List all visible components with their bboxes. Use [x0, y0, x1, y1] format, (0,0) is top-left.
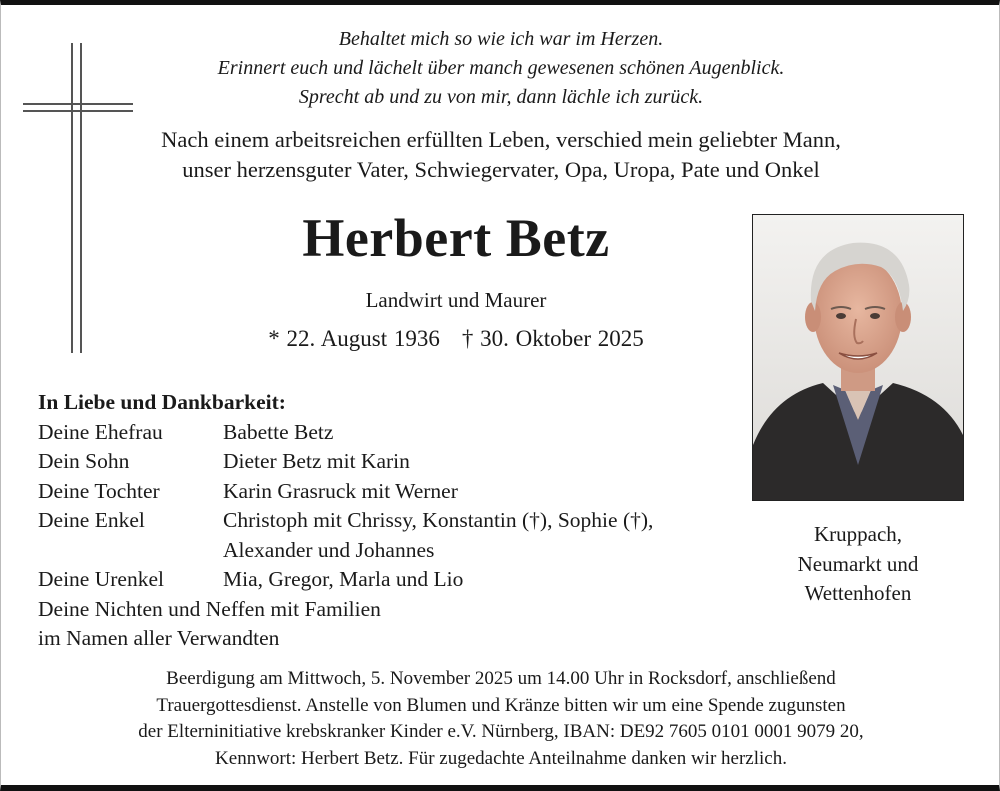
mourner-names: Christoph mit Chrissy, Konstantin (†), Sophie (†), [223, 508, 654, 532]
mourner-row [38, 447, 748, 477]
deceased-name: Herbert Betz [302, 208, 610, 268]
mourner-row [38, 536, 748, 566]
mourner-names: Babette Betz [223, 419, 334, 444]
life-dates [156, 324, 756, 354]
intro-text [61, 125, 941, 185]
mourner-relation: Deine Urenkel [38, 567, 164, 591]
poem [101, 25, 901, 112]
mourner-row [38, 477, 748, 507]
mourner-relation: Deine Enkel [38, 508, 145, 532]
mourners-extra-line: Deine Nichten und Neffen mit Familien [38, 596, 381, 621]
birth-date: * 22. August 1936 [268, 326, 440, 351]
mourners-list [38, 388, 748, 654]
location [752, 520, 964, 609]
funeral-line: Kennwort: Herbert Betz. Für zugedachte Anteilnahme danken wir herzlich. [215, 747, 787, 769]
poem-line: Erinnert euch und lächelt über manch gewesenen schönen Augenblick. [217, 57, 785, 79]
location-line: Kruppach, [813, 522, 903, 546]
mourner-relation: Deine Tochter [38, 478, 160, 503]
location-line: Neumarkt und [797, 551, 919, 576]
funeral-line: Beerdigung am Mittwoch, 5. November 2025 um 14.00 Uhr in Rocksdorf, anschließend [166, 668, 836, 689]
mourners-extra-line: im Namen aller Verwandten [38, 626, 280, 650]
mourner-relation: Dein Sohn [38, 449, 130, 473]
mourner-names: Alexander und Johannes [223, 537, 435, 562]
portrait-photo-icon [753, 215, 963, 500]
death-date: † 30. Oktober 2025 [461, 326, 644, 351]
poem-line: Behaltet mich so wie ich war im Herzen. [338, 28, 664, 50]
mourner-relation: Deine Ehefrau [38, 419, 163, 444]
poem-line: Sprecht ab und zu von mir, dann lächle ich zurück. [298, 86, 704, 108]
mourner-row [38, 418, 748, 448]
mourner-relation [38, 536, 223, 566]
funeral-line: der Elterninitiative krebskranker Kinder e.V. Nürnberg, IBAN: DE92 7605 0101 0001 9079 20, [138, 721, 864, 742]
deceased-occupation: Landwirt und Maurer [365, 288, 547, 312]
location-line: Wettenhofen [804, 581, 912, 605]
mourner-row [38, 506, 748, 536]
mourner-names: Dieter Betz mit Karin [223, 449, 410, 473]
mourner-row [38, 565, 748, 595]
portrait-photo [752, 214, 964, 501]
funeral-line: Trauergottesdienst. Anstelle von Blumen und Kränze bitten wir um eine Spende zugunsten [156, 694, 846, 716]
mourner-names: Karin Grasruck mit Werner [223, 478, 458, 503]
intro-line: Nach einem arbeitsreichen erfüllten Leben, verschied mein geliebter Mann, [161, 127, 841, 152]
funeral-info [31, 666, 971, 772]
mourner-names: Mia, Gregor, Marla und Lio [223, 567, 464, 591]
mourners-heading: In Liebe und Dankbarkeit: [38, 390, 286, 414]
intro-line: unser herzensguter Vater, Schwiegervater, Opa, Uropa, Pate und Onkel [182, 157, 820, 182]
